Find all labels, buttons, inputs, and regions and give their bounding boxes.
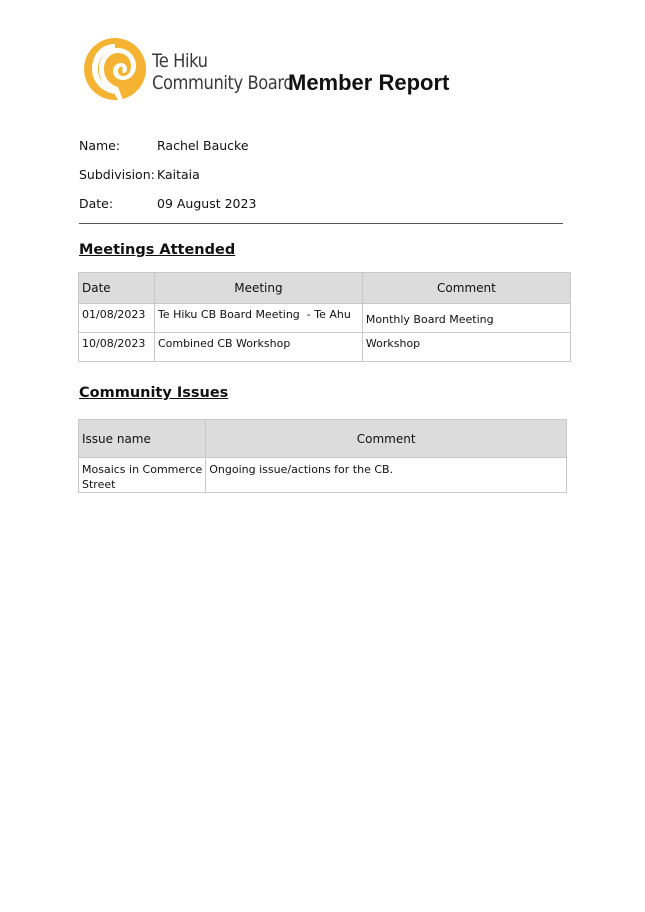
- meetings-col-date: Date: [79, 273, 155, 304]
- issue-name: [79, 458, 206, 493]
- divider: [79, 223, 563, 224]
- issues-col-comment: Comment: [206, 420, 567, 458]
- subdivision-label: Subdivision:: [79, 167, 155, 182]
- org-name-line1: Te Hiku: [152, 50, 208, 72]
- meeting-comment: Monthly Board Meeting: [362, 304, 570, 333]
- table-row: [79, 458, 567, 493]
- name-value: Rachel Baucke: [157, 138, 249, 153]
- date-value: 09 August 2023: [157, 196, 257, 211]
- table-row: [79, 304, 571, 333]
- table-row: [79, 333, 571, 362]
- issues-col-issue-name: Issue name: [79, 420, 206, 458]
- issue-name-line2: Street: [82, 478, 116, 491]
- issues-header-row: [79, 420, 567, 458]
- meetings-heading: Meetings Attended: [79, 242, 236, 258]
- org-name-line2: Community Board: [152, 72, 294, 94]
- meeting-name: Combined CB Workshop: [154, 333, 362, 362]
- meetings-col-comment: Comment: [362, 273, 570, 304]
- meeting-date: 01/08/2023: [79, 304, 155, 333]
- meeting-name: Te Hiku CB Board Meeting - Te Ahu: [154, 304, 362, 333]
- issues-table: [78, 419, 567, 493]
- meeting-comment: Workshop: [362, 333, 570, 362]
- issue-comment: Ongoing issue/actions for the CB.: [206, 458, 567, 493]
- issue-name-line1: Mosaics in Commerce: [82, 463, 203, 476]
- issues-heading: Community Issues: [79, 385, 229, 401]
- community-board-logo-icon: [82, 36, 150, 102]
- meetings-col-meeting: Meeting: [154, 273, 362, 304]
- meetings-table: [78, 272, 571, 362]
- subdivision-value: Kaitaia: [157, 167, 200, 182]
- meetings-header-row: [79, 273, 571, 304]
- name-label: Name:: [79, 138, 121, 153]
- date-label: Date:: [79, 196, 114, 211]
- meeting-date: 10/08/2023: [79, 333, 155, 362]
- report-title: Member Report: [288, 70, 450, 95]
